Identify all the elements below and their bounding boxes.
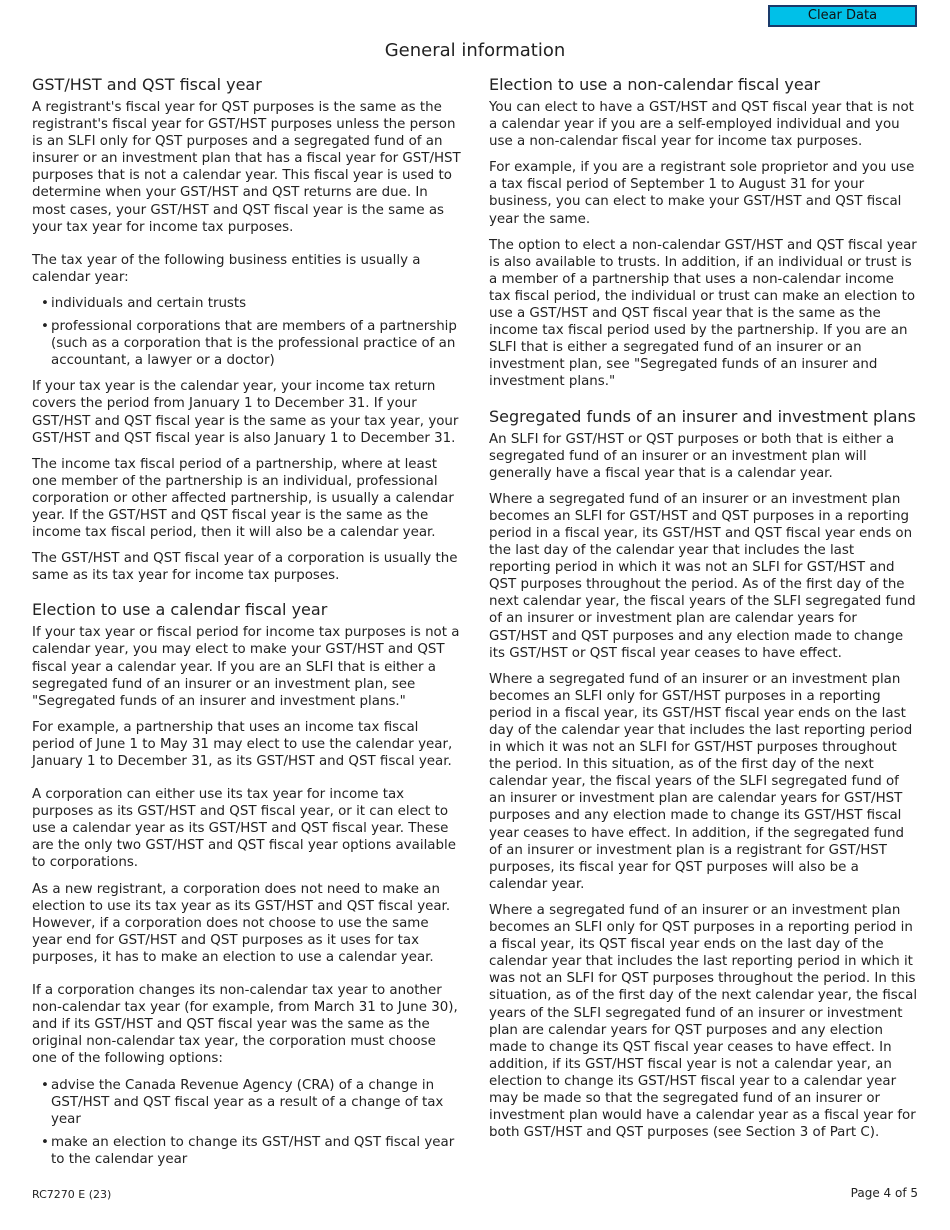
page-number: Page 4 of 5: [850, 1186, 918, 1200]
left-column: [32, 75, 462, 1177]
paragraph: A registrant's fiscal year for QST purposes is the same as the registrant's fiscal year for GST/HST purposes unless the person is an SLFI only for QST purposes and a segregated fund of an insurer or an investment plan that has a fiscal year for GST/HST purposes that is not a calendar year. This fiscal year is used to determine when your GST/HST and QST returns are due. In most cases, your GST/HST and QST fiscal year is the same as your tax year for income tax purposes.: [32, 100, 461, 235]
list-item: • make an election to change its GST/HST and QST fiscal year to the calendar year: [32, 1134, 462, 1168]
bullet-list: [32, 1077, 462, 1168]
section-heading-segregated-funds: Segregated funds of an insurer and investment plans: [489, 406, 916, 426]
paragraph: For example, a partnership that uses an income tax fiscal period of June 1 to May 31 may elect to use the calendar year, January 1 to December 31, as its GST/HST and QST fiscal year.: [32, 719, 453, 769]
list-item: • advise the Canada Revenue Agency (CRA) of a change in GST/HST and QST fiscal year as a result of a change of tax year: [32, 1077, 462, 1128]
paragraph: If your tax year is the calendar year, your income tax return covers the period from January 1 to December 31. If your GST/HST and QST fiscal year is the same as your tax year, your GST/HST and QST fiscal year is also January 1 to December 31.: [32, 379, 459, 446]
clear-data-button[interactable]: Clear Data: [768, 5, 917, 27]
paragraph: Where a segregated fund of an insurer or an investment plan becomes an SLFI only for QST purposes in a reporting period in a fiscal year, its QST fiscal year ends on the last day of the calendar year that includes the last reporting period in which it was not an SLFI for QST purposes throughout the period. In this situation, as of the first day of the next calendar year, the fiscal years of the SLFI segregated fund of an insurer or investment plan are calendar years for QST purposes and any election made to change its QST fiscal year ceases to have effect. In addition, if its GST/HST fiscal year is not a calendar year, an election to change its GST/HST fiscal year to a calendar year may be made so that the segregated fund of an insurer or investment plan would have a calendar year as a fiscal year for both GST/HST and QST purposes (see Section 3 of Part C).: [489, 902, 918, 1141]
bullet-list: [32, 295, 462, 369]
section-heading-non-calendar-election: Election to use a non-calendar fiscal year: [489, 75, 821, 94]
paragraph: Where a segregated fund of an insurer or an investment plan becomes an SLFI only for GST/HST purposes in a reporting period in a fiscal year, its GST/HST fiscal year ends on the last day of the calendar year that includes the last reporting period in which it was not an SLFI for GST/HST purposes throughout the period. In this situation, as of the first day of the next calendar year, the fiscal years of the SLFI segregated fund of an insurer or investment plan are calendar years for GST/HST purposes and any election made to change its GST/HST fiscal year ceases to have effect. In addition, if the segregated fund of an insurer or investment plan is a registrant for GST/HST purposes, its fiscal year for QST purposes will also be a calendar year.: [489, 671, 913, 892]
paragraph: You can elect to have a GST/HST and QST fiscal year that is not a calendar year if you are a self-employed individual and you use a non-calendar fiscal year for income tax purposes.: [489, 100, 914, 150]
paragraph: The option to elect a non-calendar GST/HST and QST fiscal year is also available to trusts. In addition, if an individual or trust is a member of a partnership that uses a non-calendar income tax fiscal period, the individual or trust can make an election to use a GST/HST and QST fiscal year that is the same as the income tax fiscal period used by the partnership. If you are an SLFI that is either a segregated fund of an insurer or an investment plan, see "Segregated funds of an insurer and investment plans.": [489, 237, 917, 390]
list-item: • individuals and certain trusts: [32, 295, 462, 312]
paragraph: If your tax year or fiscal period for income tax purposes is not a calendar year, you may elect to make your GST/HST and QST fiscal year a calendar year. If you are an SLFI that is either a segregated fund of an insurer or an investment plan, see "Segregated funds of an insurer and investment plans.": [32, 625, 460, 709]
form-identifier: RC7270 E (23): [32, 1188, 112, 1201]
paragraph: A corporation can either use its tax year for income tax purposes as its GST/HST and QST fiscal year, or it can elect to use a calendar year as its GST/HST and QST fiscal year. These are the only two GST/HST and QST fiscal year options available to corporations.: [32, 787, 456, 871]
section-heading-fiscal-year: GST/HST and QST fiscal year: [32, 75, 262, 94]
paragraph: If a corporation changes its non-calendar tax year to another non-calendar tax year (for example, from March 31 to June 30), and if its GST/HST and QST fiscal year was the same as the original non-calendar tax year, the corporation must choose one of the following options:: [32, 983, 458, 1067]
page-title: General information: [384, 40, 566, 61]
list-item: • professional corporations that are members of a partnership (such as a corporation that is the professional practice of an accountant, a lawyer or a doctor): [32, 318, 462, 369]
right-column: [489, 75, 919, 1150]
paragraph: The tax year of the following business entities is usually a calendar year:: [32, 252, 421, 285]
paragraph: An SLFI for GST/HST or QST purposes or both that is either a segregated fund of an insurer or an investment plan will generally have a fiscal year that is a calendar year.: [489, 431, 895, 481]
paragraph: The GST/HST and QST fiscal year of a corporation is usually the same as its tax year for income tax purposes.: [32, 551, 458, 584]
paragraph: Where a segregated fund of an insurer or an investment plan becomes an SLFI for GST/HST and QST purposes in a reporting period in a fiscal year, its GST/HST and QST fiscal year ends on the last day of the calendar year that includes the last reporting period in which it was not an SLFI for GST/HST and QST purposes throughout the period. As of the first day of the next calendar year, the fiscal years of the SLFI segregated fund of an insurer or investment plan are calendar years for GST/HST and QST purposes and any election made to change its GST/HST or QST fiscal year ceases to have effect.: [489, 491, 916, 661]
paragraph: The income tax fiscal period of a partnership, where at least one member of the partnership is an individual, professional corporation or other affected partnership, is usually a calendar year. If the GST/HST and QST fiscal year is the same as the income tax fiscal period, then it will also be a calendar year.: [32, 456, 454, 541]
section-heading-calendar-election: Election to use a calendar fiscal year: [32, 600, 328, 620]
paragraph: For example, if you are a registrant sole proprietor and you use a tax fiscal period of September 1 to August 31 for your business, you can elect to make your GST/HST and QST fiscal year the same.: [489, 160, 915, 227]
paragraph: As a new registrant, a corporation does not need to make an election to use its tax year as its GST/HST and QST fiscal year. However, if a corporation does not choose to use the same year end for GST/HST and QST purposes as it uses for tax purposes, it has to make an election to use a calendar year.: [32, 881, 451, 965]
